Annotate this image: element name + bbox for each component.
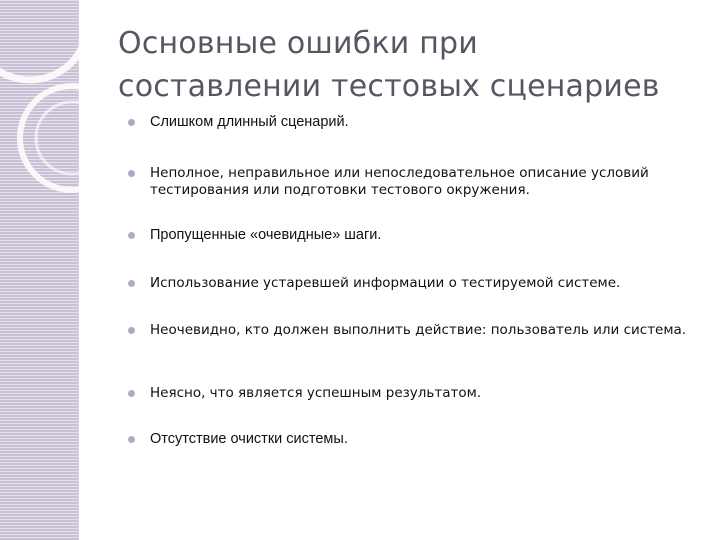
bullet-dot-icon xyxy=(128,327,135,334)
bullet-dot-icon xyxy=(128,232,135,239)
bullet-text: Неполное, неправильное или непоследовательное описание условий тестирования или подготовки тестового окружения. xyxy=(150,165,649,198)
slide-title-line-2: составлении тестовых сценариев xyxy=(118,69,660,104)
bullet-text: Неясно, что является успешным результатом. xyxy=(150,385,482,401)
slide-title-line-1: Основные ошибки при xyxy=(118,26,478,61)
bullet-dot-icon xyxy=(128,436,135,443)
bullet-text: Неочевидно, кто должен выполнить действие: пользователь или система. xyxy=(150,322,687,338)
bullet-text: Отсутствие очистки системы. xyxy=(150,431,348,447)
slide-title xyxy=(118,22,708,108)
bullet-text: Слишком длинный сценарий. xyxy=(150,114,349,130)
bullet-dot-icon xyxy=(128,280,135,287)
bullet-dot-icon xyxy=(128,119,135,126)
bullet-dot-icon xyxy=(128,390,135,397)
bullet-text: Использование устаревшей информации о тестируемой системе. xyxy=(150,275,621,291)
bullet-dot-icon xyxy=(128,170,135,177)
decorative-side-band xyxy=(0,0,78,540)
side-band-edge xyxy=(78,0,79,540)
bullet-text: Пропущенные «очевидные» шаги. xyxy=(150,227,382,243)
